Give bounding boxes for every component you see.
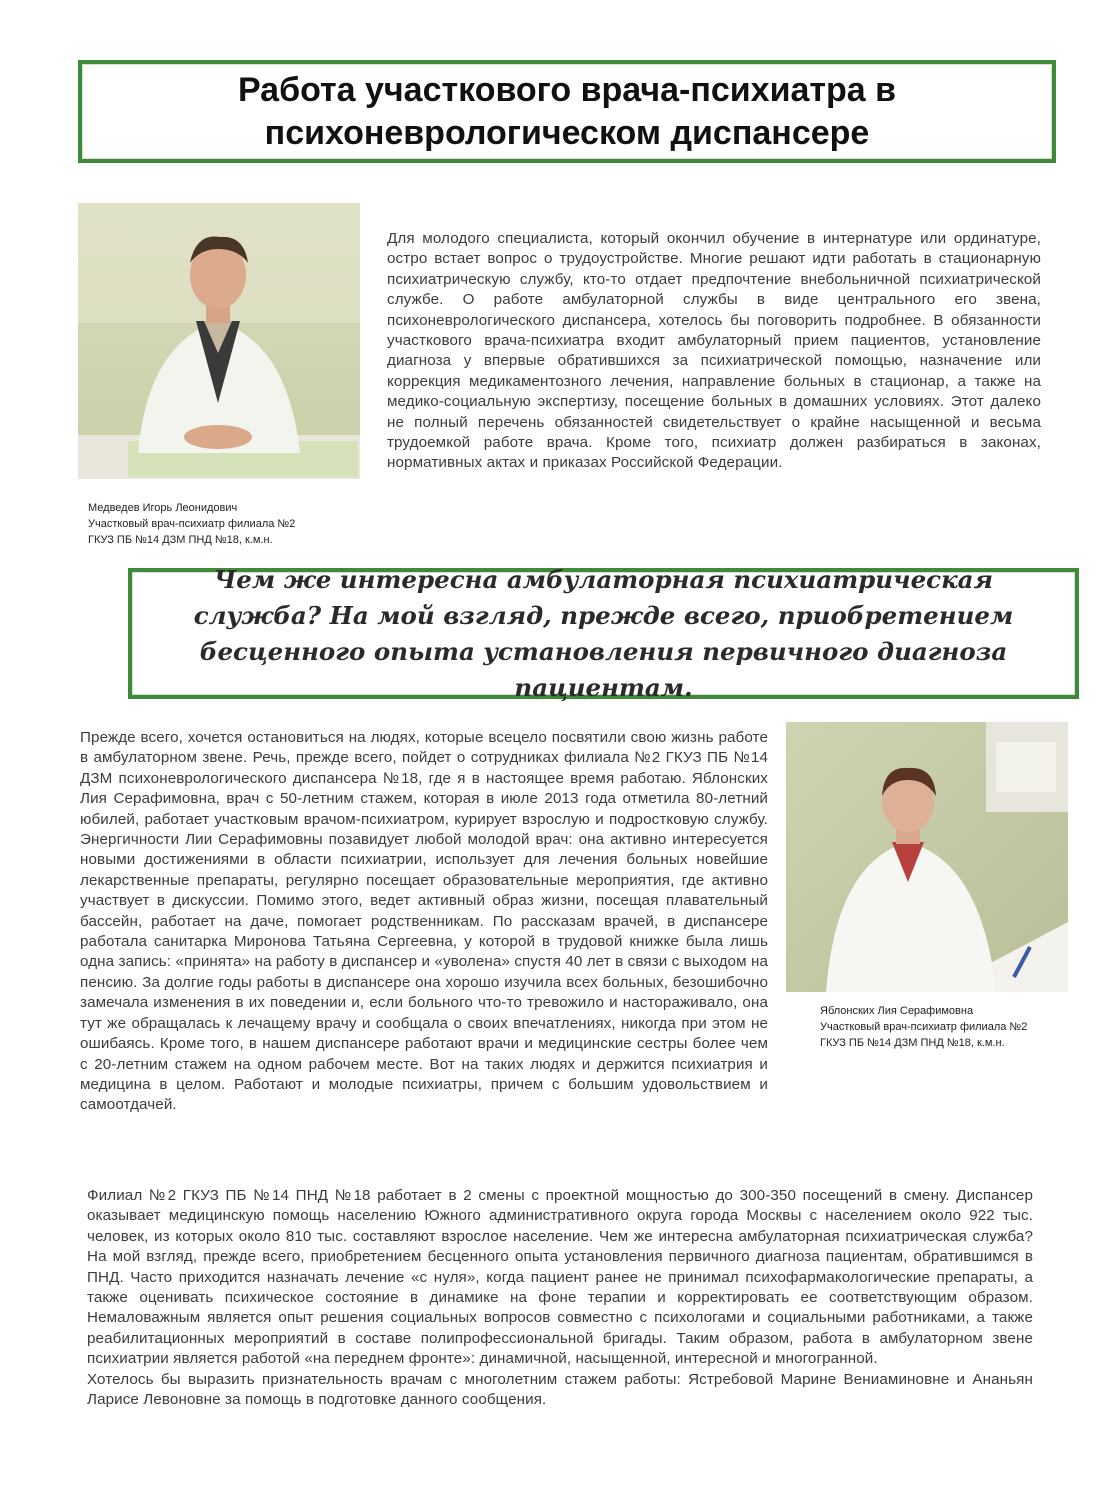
caption-position: Участковый врач-психиатр филиала №2 (820, 1021, 1028, 1033)
title-line-2: психоневрологическом диспансере (264, 113, 870, 152)
closing-paragraph: Филиал №2 ГКУЗ ПБ №14 ПНД №18 работает в 2 смены с проектной мощностью до 300-350 посещений в смену. Диспансер оказывает медицинскую помощь населению Южного административного округа города Москвы с населением около 922 тыс. человек, из которых около 810 тыс. составляют взрослое население. Чем же интересна амбулаторная психиатрическая служба? На мой взгляд, прежде всего, приобретением бесценного опыта установления первичного диагноза пациентам, обратившимся в ПНД. Часто приходится назначать лечение «с нуля», когда пациент ранее не принимал психофармакологические препараты, а также оценивать психическое состояние в динамике на фоне терапии и корректировать ее соответствующим образом. Немаловажным является опыт решения социальных вопросов совместно с психологами и социальными работниками, а также реабилитационных мероприятий в составе полипрофессиональной бригады. Таким образом, работа в амбулаторном звене психиатрии является работой «на переднем фронте»: динамичной, насыщенной, интересной и многогранной. (87, 1187, 1033, 1368)
acknowledgement-paragraph: Хотелось бы выразить признательность врачам с многолетним стажем работы: Ястребовой Марине Вениаминовне и Ананьян Ларисе Левоновне за помощь в подготовке данного сообщения. (87, 1370, 1033, 1409)
doctor-photo-medvedev (78, 203, 360, 479)
caption-name: Яблонских Лия Серафимовна (820, 1005, 974, 1017)
photo-caption-medvedev (88, 500, 295, 548)
caption-position: Участковый врач-психиатр филиала №2 (88, 518, 296, 530)
page-title (238, 69, 896, 155)
portrait-female-image (786, 722, 1068, 992)
staff-paragraph: Прежде всего, хочется остановиться на людях, которые всецело посвятили свою жизнь работе в амбулаторном звене. Речь, прежде всего, пойдет о сотрудниках филиала №2 ГКУЗ ПБ №14 ДЗМ психоневрологического диспансера №18, где я в настоящее время работаю. Яблонских Лия Серафимовна, врач с 50-летним стажем, которая в июле 2013 года отметила 80-летний юбилей, работает участковым врачом-психиатром, курирует взрослую и подростковую службу. Энергичности Лии Серафимовны позавидует любой молодой врач: она активно интересуется новыми достижениями в области психиатрии, использует для лечения больных новейшие лекарственные препараты, регулярно посещает образовательные мероприятия, где активно участвует в дискуссии. Помимо этого, ведет активный образ жизни, посещая плавательный бассейн, работает на даче, помогает родственникам. По рассказам врачей, в диспансере работала санитарка Миронова Татьяна Сергеевна, у которой в трудовой книжке была лишь одна запись: «принята» на работу в диспансер и «уволена» спустя 40 лет в связи с выходом на пенсию. За долгие годы работы в диспансере она хорошо изучила всех больных, безошибочно замечала изменения в их поведении и, если больного что-то тревожило и настораживало, она тут же обращалась к лечащему врачу и сообщала о своих впечатлениях, никогда при этом не ошибаясь. Кроме того, в нашем диспансере работают врачи и медицинские сестры более чем с 20-летним стажем на одном рабочем месте. Вот на таких людях и держится психиатрия и медицина в целом. Работают и молодые психиатры, причем с большим удовольствием и самоотдачей. (80, 729, 768, 1114)
caption-institution: ГКУЗ ПБ №14 ДЗМ ПНД №18, к.м.н. (88, 534, 273, 546)
pull-quote-frame (128, 564, 1079, 702)
closing-section (87, 1186, 1033, 1410)
caption-name: Медведев Игорь Леонидович (88, 502, 238, 514)
portrait-male-image (78, 203, 360, 479)
pull-quote-text: Чем же интересна амбулаторная психиатрическая служба? На мой взгляд, прежде всего, приобретением бесценного опыта установления первичного диагноза пациентам. (193, 564, 1014, 702)
title-line-1: Работа участкового врача-психиатра в (237, 70, 897, 109)
title-frame (78, 60, 1056, 163)
caption-institution: ГКУЗ ПБ №14 ДЗМ ПНД №18, к.м.н. (820, 1037, 1005, 1049)
intro-paragraph: Для молодого специалиста, который окончил обучение в интернатуре или ординатуре, остро встает вопрос о трудоустройстве. Многие решают идти работать в стационарную психиатрическую службу, кто-то отдает предпочтение внебольничной психиатрической службе. О работе амбулаторной службы в виде центрального его звена, психоневрологического диспансера, хотелось бы поговорить подробнее. В обязанности участкового врача-психиатра входит амбулаторный прием пациентов, установление диагноза у впервые обратившихся за психиатрической помощью, назначение или коррекция медикаментозного лечения, направление больных в стационар, а также на медико-социальную экспертизу, посещение больных в домашних условиях. Этот далеко не полный перечень обязанностей свидетельствует о крайне насыщенной и весьма трудоемкой работе врача. Кроме того, психиатр должен разбираться в законах, нормативных актах и приказах Российской Федерации. (387, 230, 1041, 472)
photo-caption-yablonskikh (820, 1003, 1027, 1051)
doctor-photo-yablonskikh (786, 722, 1068, 992)
